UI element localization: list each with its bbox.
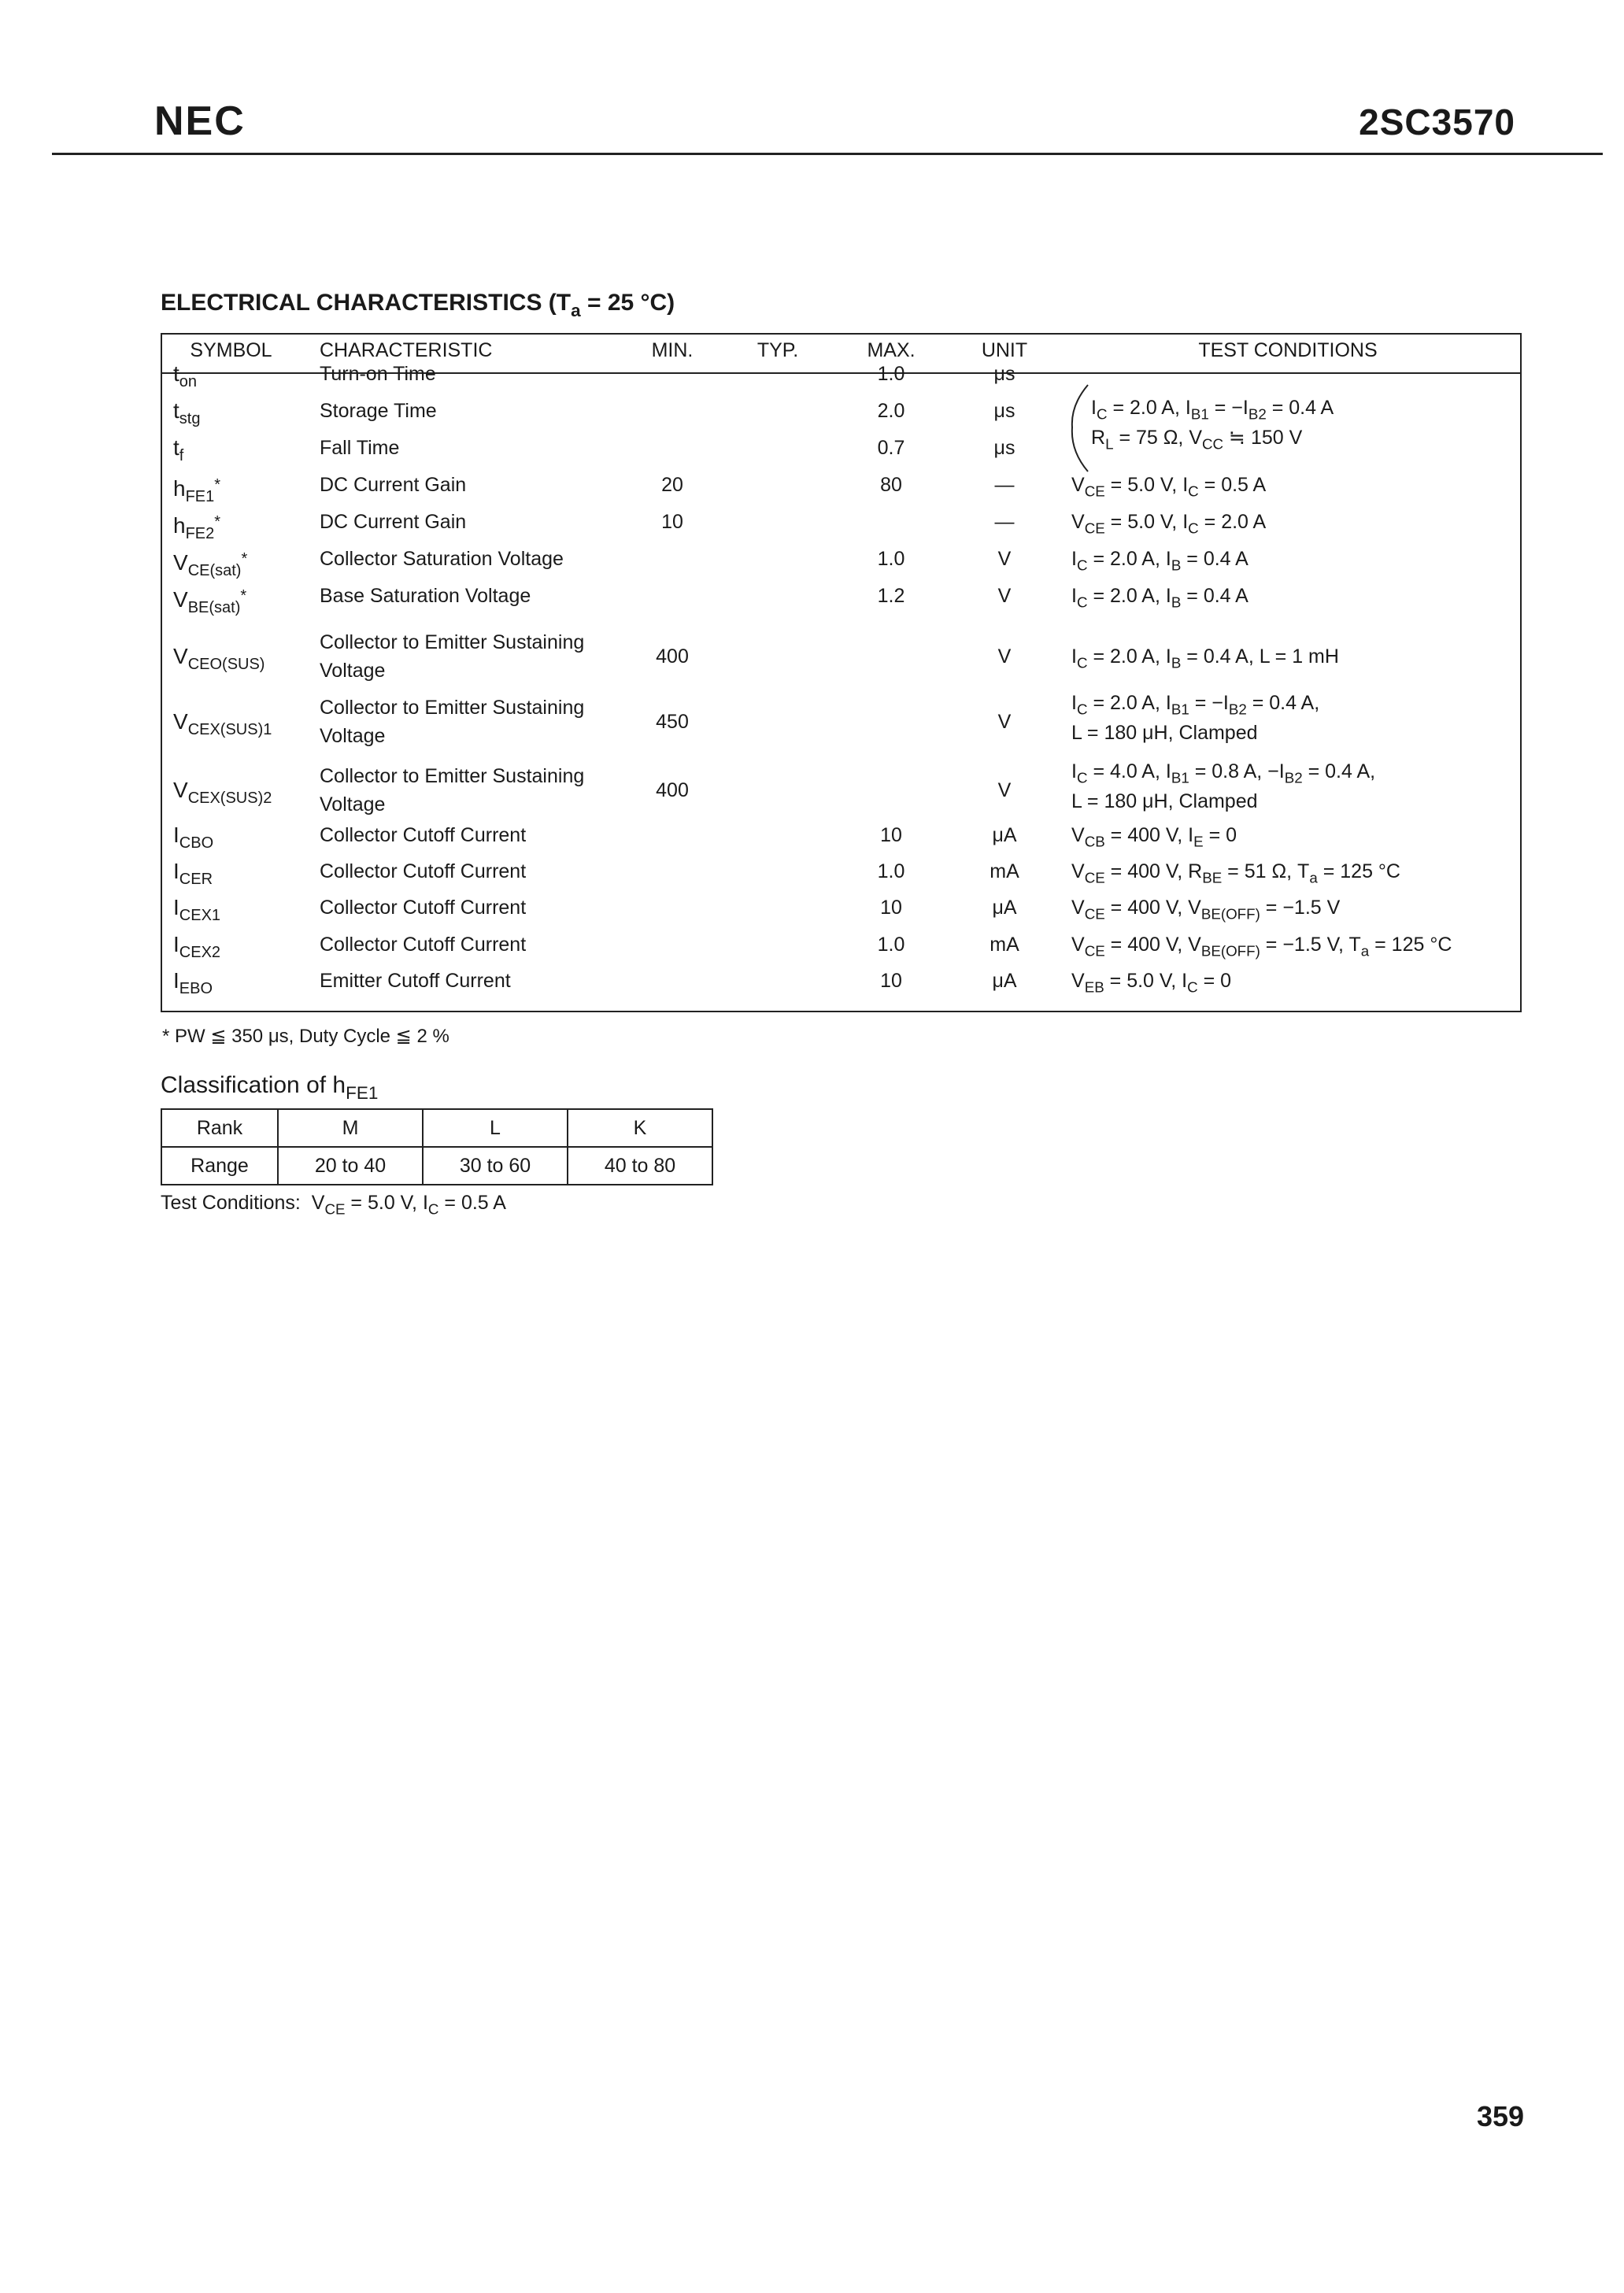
cell-test-condition: $V_{EB} = 5.0$ V, $I_C = 0$ [1071,970,1232,996]
cell-max: 1.0 [877,934,905,956]
cell-symbol: $I_{CEX2}$ [173,932,221,961]
cell-max: 1.2 [877,585,905,607]
cell-max: 2.0 [877,400,905,422]
cell-max: 10 [880,897,902,919]
classification-test-conditions: Test Conditions: $V_{CE} = 5.0$ V, $I_C = 0.5$ A [161,1192,506,1218]
rank-l: L [423,1109,568,1147]
col-header-unit: UNIT [981,339,1028,361]
cell-unit: μA [992,897,1017,919]
cell-characteristic: Collector to Emitter Sustaining [320,765,585,787]
range-m: 20 to 40 [278,1147,423,1185]
cell-min: 400 [656,779,689,801]
cell-characteristic: Base Saturation Voltage [320,585,531,607]
cell-symbol: $I_{CBO}$ [173,823,214,852]
nec-logo: NEC [154,98,246,144]
cell-test-condition-line2: L = 180 μH, Clamped [1071,790,1258,812]
cell-symbol: $V_{CEX(SUS)1}$ [173,709,272,738]
cell-characteristic: Turn-on Time [320,363,436,385]
section-title: ELECTRICAL CHARACTERISTICS ($T_a = 25$ °C) [161,290,675,320]
cell-max: 10 [880,824,902,846]
cell-symbol: $I_{CEX1}$ [173,895,221,924]
cell-characteristic: Collector Cutoff Current [320,897,527,919]
cell-unit: mA [990,934,1019,956]
cell-unit: μs [993,400,1015,422]
cell-test-condition-line2: L = 180 μH, Clamped [1071,722,1258,744]
cell-unit: μs [993,437,1015,459]
cell-characteristic: Collector to Emitter Sustaining [320,697,585,719]
classification-table [161,1108,713,1185]
cell-test-condition: $V_{CE} = 5.0$ V, $I_C = 0.5$ A [1071,474,1267,500]
classification-title: Classification of $h_{FE1}$ [161,1072,379,1103]
cell-characteristic: Collector Saturation Voltage [320,548,564,570]
cell-symbol: $t_f$ [173,435,184,464]
cell-test-condition: $V_{CE} = 400$ V, $R_{BE} = 51$ Ω, $T_a = 125$ °C [1071,860,1400,886]
cell-characteristic: Storage Time [320,400,437,422]
cell-unit: V [997,645,1012,668]
cell-min: 450 [656,711,689,733]
cell-test-condition: $I_C = 2.0$ A, $I_B = 0.4$ A, L = 1 mH [1071,645,1339,671]
cell-max: 80 [880,474,902,496]
cell-max: 1.0 [877,548,905,570]
cell-max: 1.0 [877,363,905,385]
range-l: 30 to 60 [423,1147,568,1185]
cell-symbol: $I_{CER}$ [173,859,213,888]
header-rule [52,153,1603,155]
range-k: 40 to 80 [568,1147,712,1185]
cell-characteristic-line2: Voltage [320,793,386,815]
cell-test-condition: $I_C = 2.0$ A, $I_{B1} = -I_{B2} = 0.4$ A, [1071,692,1320,718]
page-number: 359 [1477,2100,1525,2132]
cell-characteristic: Collector to Emitter Sustaining [320,631,585,653]
switching-condition-line1: $I_C = 2.0$ A, $I_{B1} = -I_{B2} = 0.4$ A [1091,397,1334,423]
cell-test-condition: $I_C = 2.0$ A, $I_B = 0.4$ A [1071,548,1249,574]
col-header-test-conditions: TEST CONDITIONS [1198,339,1378,361]
cell-test-condition: $I_C = 4.0$ A, $I_{B1} = 0.8$ A, $-I_{B2} = 0.4$ A, [1071,760,1376,786]
cell-symbol: $t_{stg}$ [173,398,201,427]
cell-symbol: $V_{CE(sat)}^*$ [173,550,248,579]
switching-condition-line2: $R_L = 75$ Ω, $V_{CC}$ ≒ 150 V [1091,427,1303,453]
cell-characteristic: Collector Cutoff Current [320,860,527,882]
cell-symbol: $V_{CEX(SUS)2}$ [173,778,272,807]
col-header-min: MIN. [651,339,694,361]
cell-unit: V [997,548,1012,570]
cell-unit: V [997,711,1012,733]
cell-unit: μs [993,363,1015,385]
col-header-typ: TYP. [757,339,799,361]
cell-characteristic-line2: Voltage [320,660,386,682]
cell-max: 0.7 [877,437,905,459]
cell-unit: mA [990,860,1019,882]
cell-characteristic: DC Current Gain [320,474,467,496]
cell-unit: V [997,779,1012,801]
cell-test-condition: $I_C = 2.0$ A, $I_B = 0.4$ A [1071,585,1249,611]
rank-row [161,1109,712,1147]
cell-unit: μA [992,824,1017,846]
cell-unit: — [994,474,1015,496]
cell-test-condition: $V_{CE} = 400$ V, $V_{BE(OFF)} = -1.5$ V [1071,897,1341,923]
cell-min: 20 [661,474,683,496]
cell-characteristic-line2: Voltage [320,725,386,747]
col-header-max: MAX. [867,339,916,361]
range-row [161,1147,712,1185]
cell-max: 10 [880,970,902,992]
cell-max: 1.0 [877,860,905,882]
rank-k: K [568,1109,712,1147]
cell-unit: V [997,585,1012,607]
part-number: 2SC3570 [1359,102,1515,142]
col-header-characteristic: CHARACTERISTIC [320,339,493,361]
rank-label: Rank [161,1109,278,1147]
cell-characteristic: Collector Cutoff Current [320,824,527,846]
cell-characteristic: DC Current Gain [320,511,467,533]
cell-characteristic: Emitter Cutoff Current [320,970,511,992]
col-header-symbol: SYMBOL [190,339,272,361]
cell-characteristic: Fall Time [320,437,400,459]
cell-unit: — [994,511,1015,533]
cell-symbol: $V_{BE(sat)}^*$ [173,587,247,616]
cell-symbol: $V_{CEO(SUS)}$ [173,644,265,673]
electrical-characteristics-table [161,333,1522,1012]
footnote: * PW ≦ 350 μs, Duty Cycle ≦ 2 % [162,1026,449,1047]
rank-m: M [278,1109,423,1147]
cell-symbol: $I_{EBO}$ [173,968,213,997]
cell-test-condition: $V_{CE} = 400$ V, $V_{BE(OFF)} = -1.5$ V, $T_a = 125$ °C [1071,934,1452,960]
cell-min: 400 [656,645,689,668]
cell-characteristic: Collector Cutoff Current [320,934,527,956]
cell-unit: μA [992,970,1017,992]
cell-symbol: $t_{on}$ [173,361,198,390]
cell-min: 10 [661,511,683,533]
cell-test-condition: $V_{CE} = 5.0$ V, $I_C = 2.0$ A [1071,511,1267,537]
cell-test-condition: $V_{CB} = 400$ V, $I_E = 0$ [1071,824,1237,850]
range-label: Range [161,1147,278,1185]
cell-symbol: $h_{FE1}^*$ [173,476,221,505]
cell-symbol: $h_{FE2}^*$ [173,513,221,542]
